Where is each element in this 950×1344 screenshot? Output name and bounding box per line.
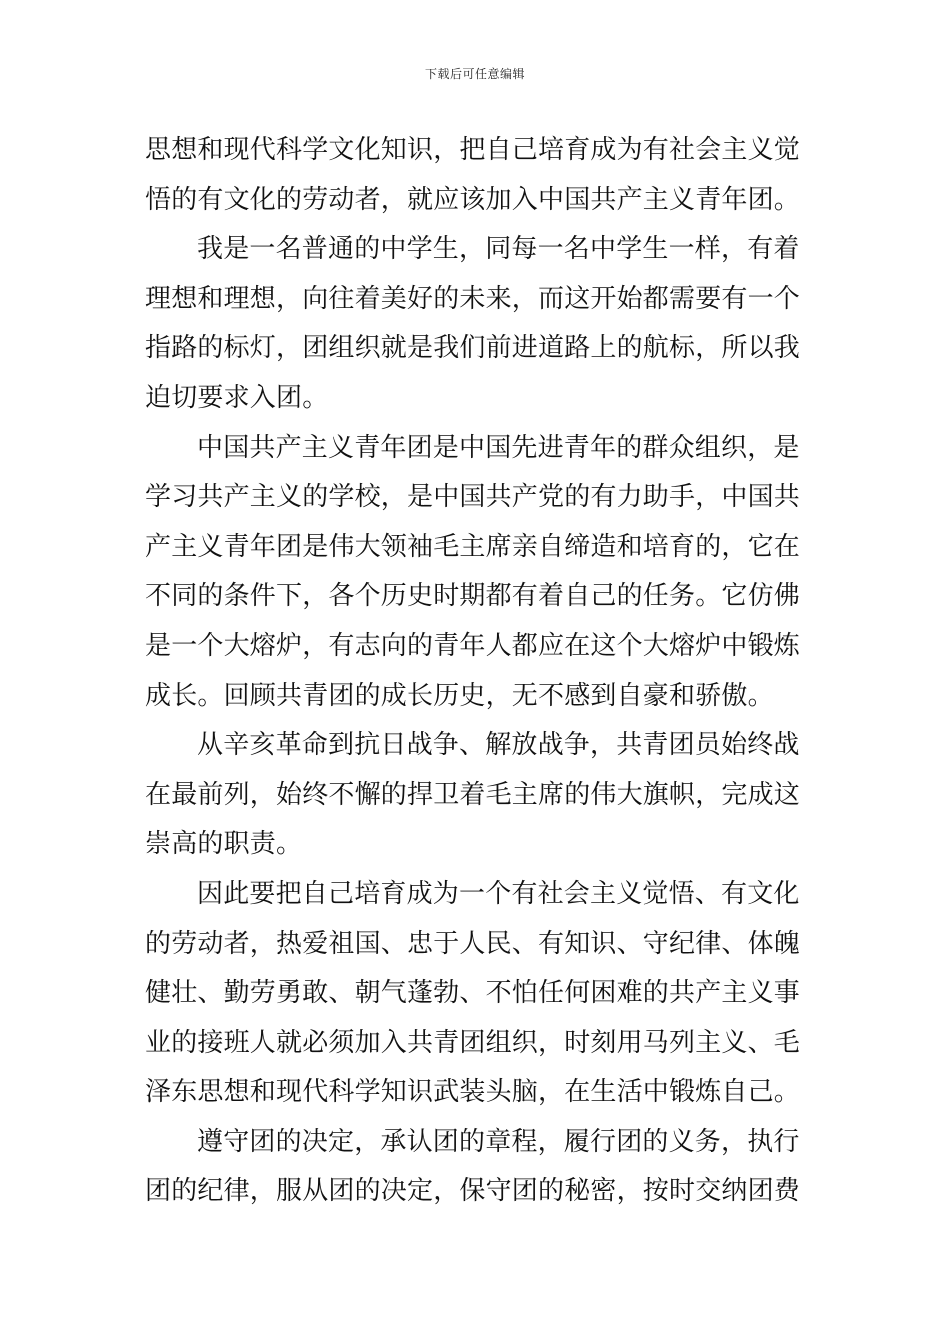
text-line: 是一个大熔炉，有志向的青年人都应在这个大熔炉中锻炼 — [145, 630, 801, 661]
text-line: 产主义青年团是伟大领袖毛主席亲自缔造和培育的，它在 — [145, 531, 801, 562]
text-line: 指路的标灯，团组织就是我们前进道路上的航标，所以我 — [145, 333, 801, 364]
text-line: 遵守团的决定，承认团的章程，履行团的义务，执行 — [197, 1126, 800, 1157]
text-line: 健壮、勤劳勇敢、朝气蓬勃、不怕任何困难的共产主义事 — [145, 978, 801, 1009]
text-line: 的劳动者，热爱祖国、忠于人民、有知识、守纪律、体魄 — [145, 928, 801, 959]
text-line: 不同的条件下，各个历史时期都有着自己的任务。它仿佛 — [145, 581, 801, 612]
text-line: 泽东思想和现代科学知识武装头脑，在生活中锻炼自己。 — [145, 1077, 801, 1108]
text-line: 在最前列，始终不懈的捍卫着毛主席的伟大旗帜，完成这 — [145, 779, 801, 810]
text-line: 崇高的职责。 — [145, 829, 303, 860]
text-line: 悟的有文化的劳动者，就应该加入中国共产主义青年团。 — [145, 184, 801, 215]
text-line: 因此要把自己培育成为一个有社会主义觉悟、有文化 — [197, 878, 800, 909]
text-line: 成长。回顾共青团的成长历史，无不感到自豪和骄傲。 — [145, 680, 774, 711]
text-line: 理想和理想，向往着美好的未来，而这开始都需要有一个 — [145, 283, 801, 314]
document-body — [145, 126, 807, 1217]
text-line: 业的接班人就必须加入共青团组织，时刻用马列主义、毛 — [145, 1027, 801, 1058]
text-line: 迫切要求入团。 — [145, 382, 329, 413]
text-line: 思想和现代科学文化知识，把自己培育成为有社会主义觉 — [145, 135, 801, 165]
text-line: 中国共产主义青年团是中国先进青年的群众组织，是 — [197, 432, 800, 463]
header-note: 下载后可任意编辑 — [424, 67, 525, 81]
text-line: 团的纪律，服从团的决定，保守团的秘密，按时交纳团费 — [145, 1176, 801, 1207]
text-line: 我是一名普通的中学生，同每一名中学生一样，有着 — [197, 234, 800, 265]
text-line: 从辛亥革命到抗日战争、解放战争，共青团员始终战 — [197, 730, 800, 761]
text-line: 学习共产主义的学校，是中国共产党的有力助手，中国共 — [145, 482, 801, 513]
